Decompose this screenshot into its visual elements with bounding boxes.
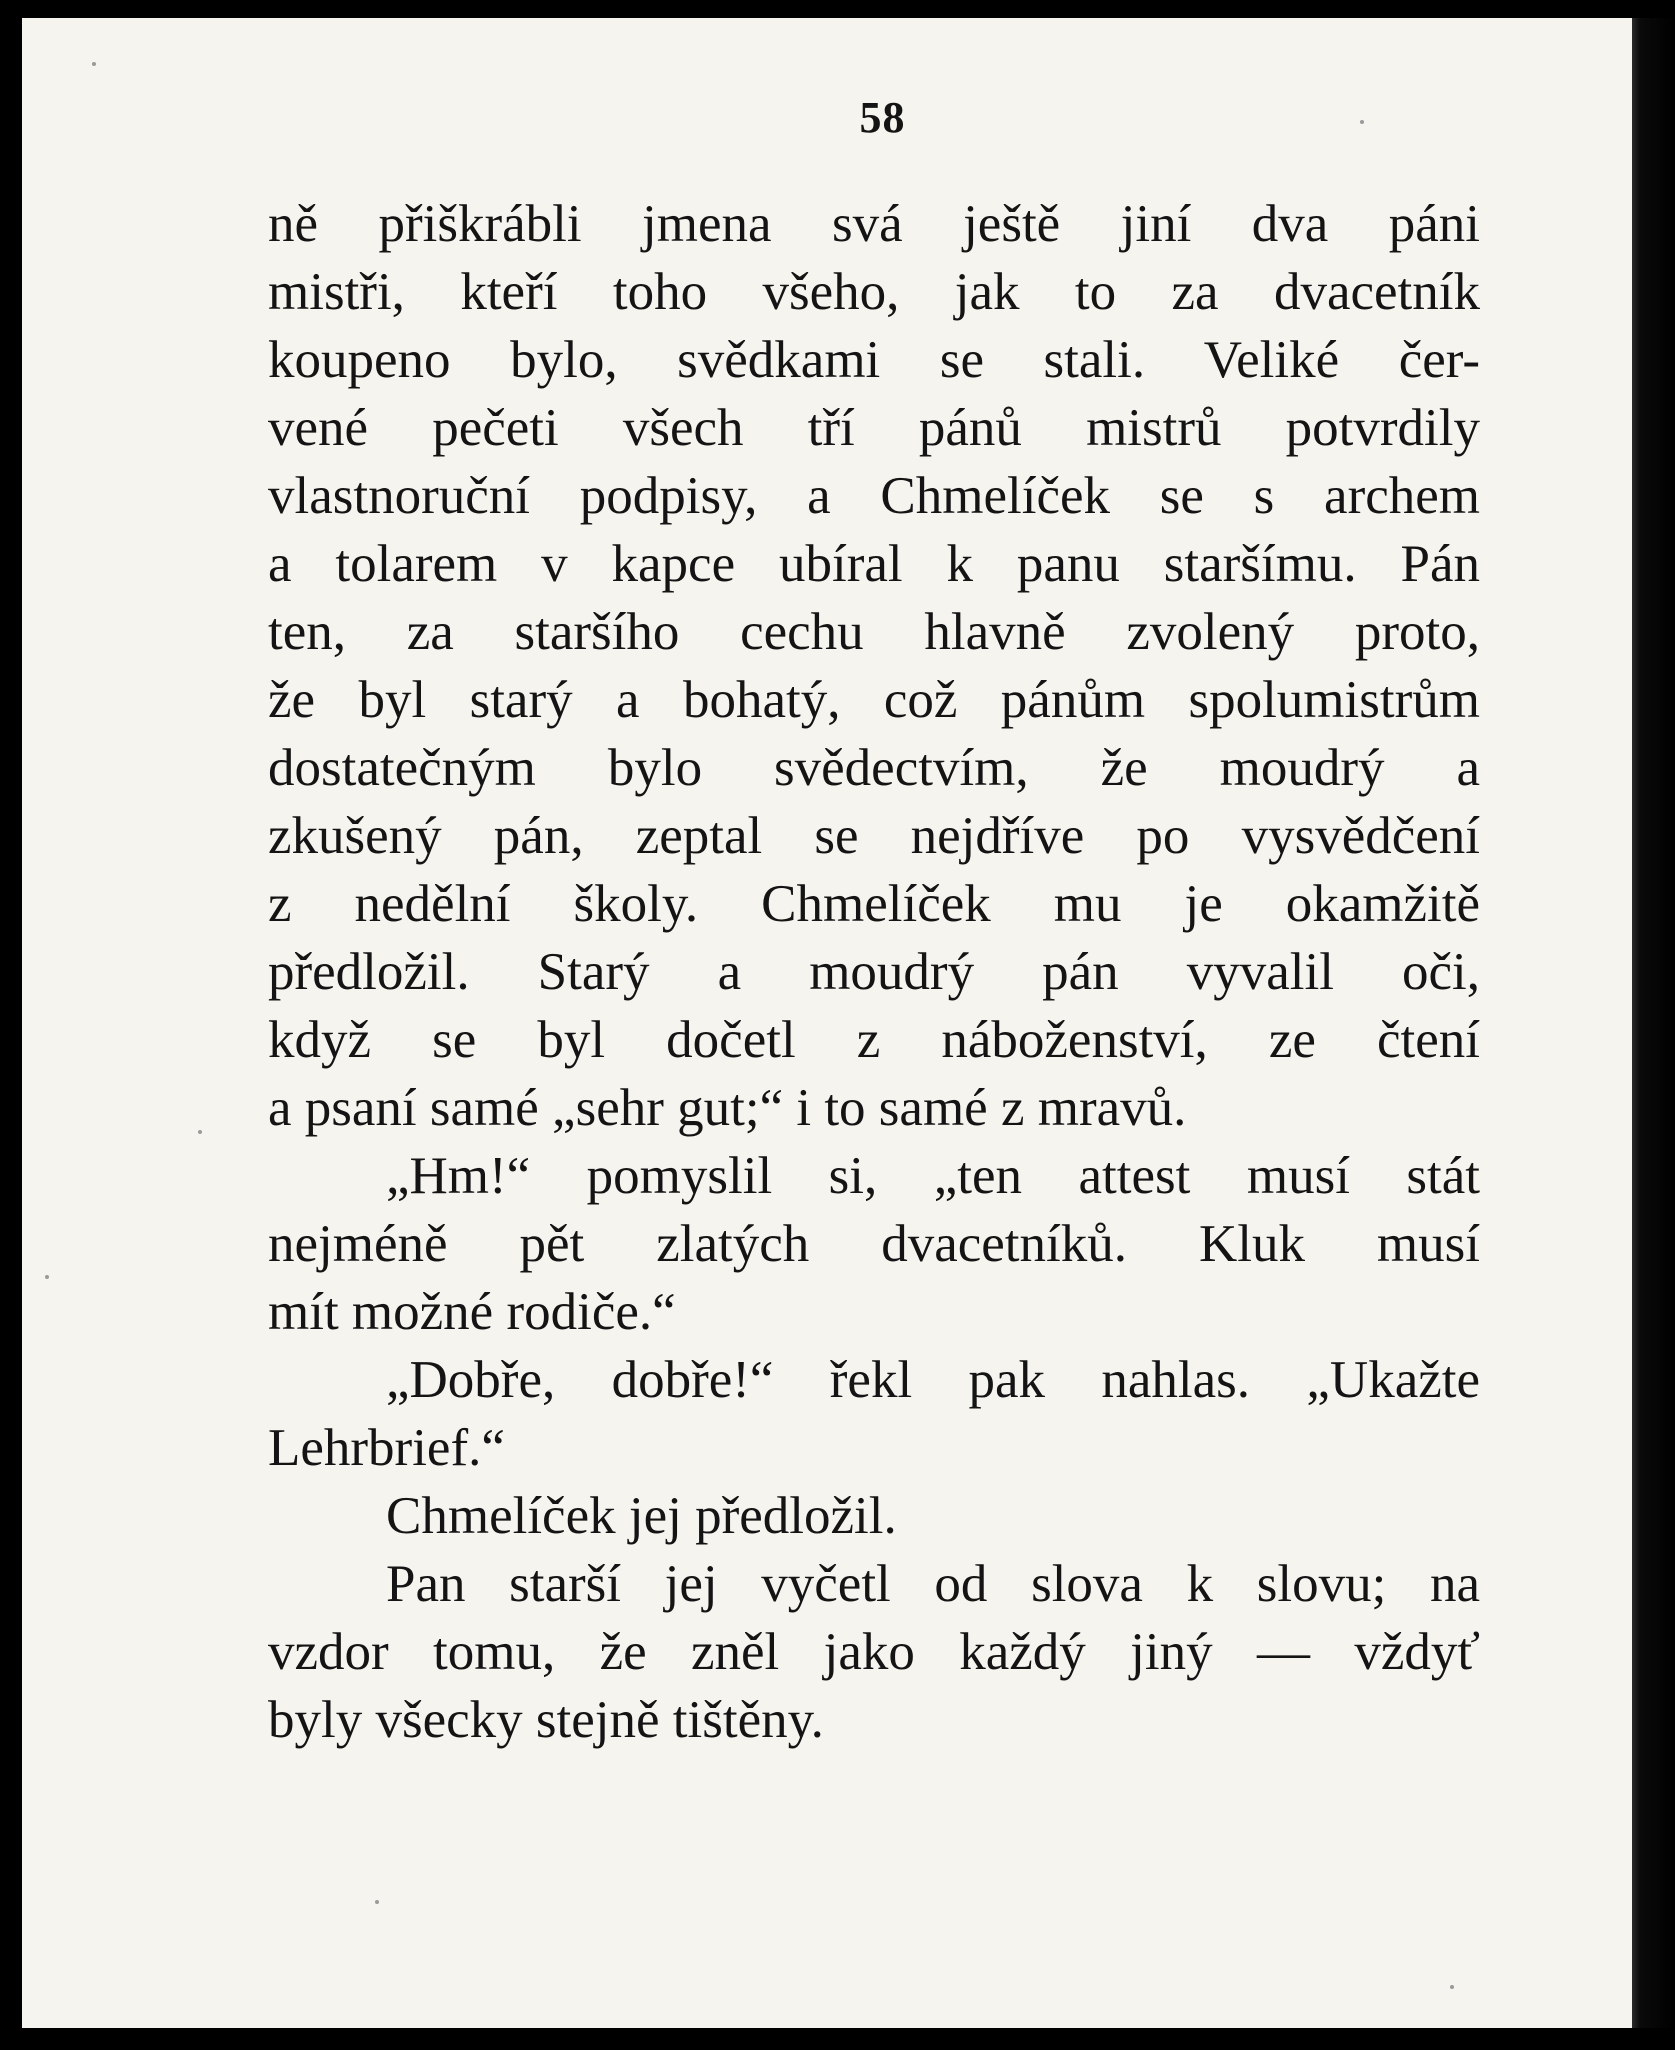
text-line: ten, za staršího cechu hlavně zvolený proto,: [268, 603, 1480, 661]
text-line: ně přiškrábli jmena svá ještě jiní dva páni: [268, 195, 1480, 253]
text-line: vlastnoruční podpisy, a Chmelíček se s archem: [268, 467, 1480, 525]
text-line: mistři, kteří toho všeho, jak to za dvacetník: [268, 263, 1480, 321]
text-line: byly všecky stejně tištěny.: [268, 1691, 824, 1749]
text-line: Chmelíček jej předložil.: [386, 1487, 897, 1545]
paper-speck: [375, 1900, 379, 1904]
page-binding-edge: [1632, 18, 1675, 2028]
text-line: vené pečeti všech tří pánů mistrů potvrdily: [268, 399, 1480, 457]
paper-speck: [198, 1130, 202, 1134]
paper-speck: [45, 1275, 49, 1279]
text-line: a tolarem v kapce ubíral k panu staršímu. Pán: [268, 535, 1480, 593]
text-line: dostatečným bylo svědectvím, že moudrý a: [268, 739, 1480, 797]
text-line: nejméně pět zlatých dvacetníků. Kluk musí: [268, 1215, 1480, 1273]
text-line: zkušený pán, zeptal se nejdříve po vysvědčení: [268, 807, 1480, 865]
text-line: mít možné rodiče.“: [268, 1283, 676, 1341]
text-line: koupeno bylo, svědkami se stali. Veliké čer-: [268, 331, 1480, 389]
text-line: když se byl dočetl z náboženství, ze čtení: [268, 1011, 1480, 1069]
paper-speck: [1450, 1985, 1454, 1989]
text-line: z nedělní školy. Chmelíček mu je okamžitě: [268, 875, 1480, 933]
text-line: Pan starší jej vyčetl od slova k slovu; na: [386, 1555, 1480, 1613]
text-line: Lehrbrief.“: [268, 1419, 505, 1477]
page-number: 58: [859, 93, 906, 142]
text-line: a psaní samé „sehr gut;“ i to samé z mravů.: [268, 1079, 1187, 1137]
text-line: předložil. Starý a moudrý pán vyvalil oči,: [268, 943, 1480, 1001]
text-line: vzdor tomu, že zněl jako každý jiný — vždyť: [268, 1623, 1480, 1681]
text-line: „Hm!“ pomyslil si, „ten attest musí stát: [386, 1147, 1480, 1205]
paper-speck: [92, 62, 96, 66]
text-line: že byl starý a bohatý, což pánům spolumistrům: [268, 671, 1480, 729]
body-text: [268, 190, 1480, 1754]
text-line: „Dobře, dobře!“ řekl pak nahlas. „Ukažte: [386, 1351, 1480, 1409]
